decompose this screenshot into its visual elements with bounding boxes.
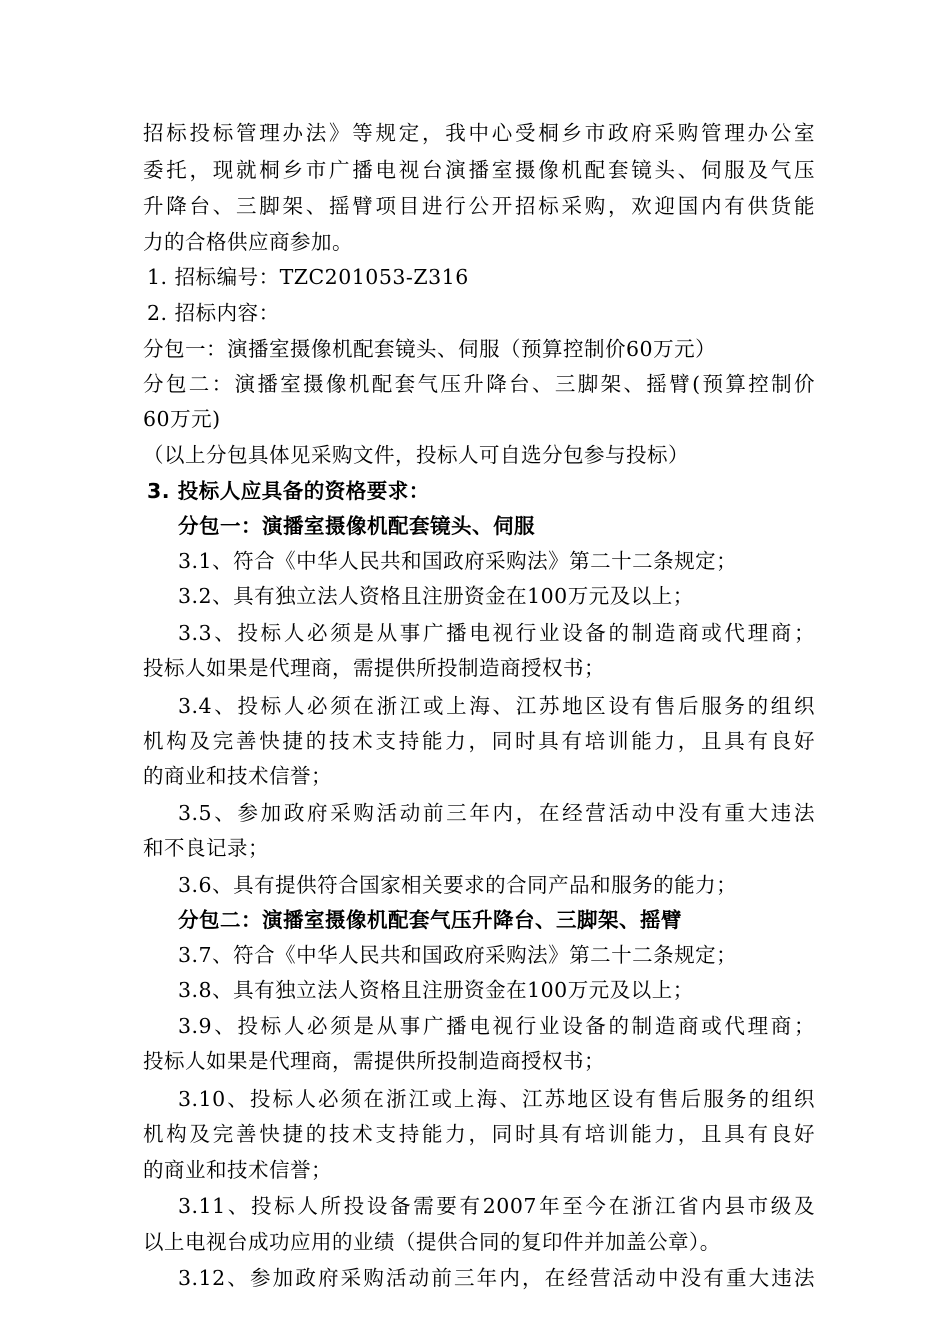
package-note: （以上分包具体见采购文件，投标人可自选分包参与投标） — [143, 443, 689, 467]
requirement-line-cont: 和不良记录； — [143, 836, 269, 860]
requirement-line: 3.7、符合《中华人民共和国政府采购法》第二十二条规定； — [178, 943, 738, 967]
paragraph-line: 招标投标管理办法》等规定，我中心受桐乡市政府采购管理办公室 — [143, 121, 815, 145]
paragraph-line: 力的合格供应商参加。 — [143, 230, 353, 254]
subsection-heading: 分包二：演播室摄像机配套气压升降台、三脚架、摇臂 — [178, 908, 682, 932]
item-bid-content: 2. 招标内容： — [147, 301, 280, 325]
package-one-line: 分包一：演播室摄像机配套镜头、伺服（预算控制价60万元） — [143, 337, 717, 361]
requirement-line: 3.8、具有独立法人资格且注册资金在100万元及以上； — [178, 978, 694, 1002]
requirement-line: 3.4、投标人必须在浙江或上海、江苏地区设有售后服务的组织 — [178, 694, 815, 718]
package-two-line: 分包二：演播室摄像机配套气压升降台、三脚架、摇臂(预算控制价 — [143, 372, 815, 396]
requirement-line: 3.3、投标人必须是从事广播电视行业设备的制造商或代理商； — [178, 621, 815, 645]
package-two-line-cont: 60万元) — [143, 407, 221, 431]
requirement-line: 3.5、参加政府采购活动前三年内，在经营活动中没有重大违法 — [178, 801, 815, 825]
requirement-line: 3.9、投标人必须是从事广播电视行业设备的制造商或代理商； — [178, 1014, 815, 1038]
requirement-line-cont: 的商业和技术信誉； — [143, 1158, 332, 1182]
item-bid-number: 1. 招标编号：TZC201053-Z316 — [147, 265, 469, 289]
requirement-line: 3.6、具有提供符合国家相关要求的合同产品和服务的能力； — [178, 873, 738, 897]
section-heading: 3. 投标人应具备的资格要求： — [147, 479, 430, 503]
requirement-line-cont: 机构及完善快捷的技术支持能力，同时具有培训能力，且具有良好 — [143, 729, 815, 753]
requirement-line: 3.2、具有独立法人资格且注册资金在100万元及以上； — [178, 584, 694, 608]
requirement-line-cont: 以上电视台成功应用的业绩（提供合同的复印件并加盖公章）。 — [143, 1230, 721, 1254]
subsection-heading: 分包一：演播室摄像机配套镜头、伺服 — [178, 514, 535, 538]
requirement-line-cont: 投标人如果是代理商，需提供所投制造商授权书； — [143, 656, 605, 680]
requirement-line-cont: 的商业和技术信誉； — [143, 764, 332, 788]
requirement-line-cont: 机构及完善快捷的技术支持能力，同时具有培训能力，且具有良好 — [143, 1122, 815, 1146]
requirement-line: 3.12、参加政府采购活动前三年内，在经营活动中没有重大违法 — [178, 1266, 815, 1290]
requirement-line: 3.11、投标人所投设备需要有2007年至今在浙江省内县市级及 — [178, 1194, 815, 1218]
requirement-line-cont: 投标人如果是代理商，需提供所投制造商授权书； — [143, 1049, 605, 1073]
paragraph-line: 升降台、三脚架、摇臂项目进行公开招标采购，欢迎国内有供货能 — [143, 194, 815, 218]
requirement-line: 3.1、符合《中华人民共和国政府采购法》第二十二条规定； — [178, 549, 738, 573]
requirement-line: 3.10、投标人必须在浙江或上海、江苏地区设有售后服务的组织 — [178, 1087, 815, 1111]
paragraph-line: 委托，现就桐乡市广播电视台演播室摄像机配套镜头、伺服及气压 — [143, 158, 815, 182]
